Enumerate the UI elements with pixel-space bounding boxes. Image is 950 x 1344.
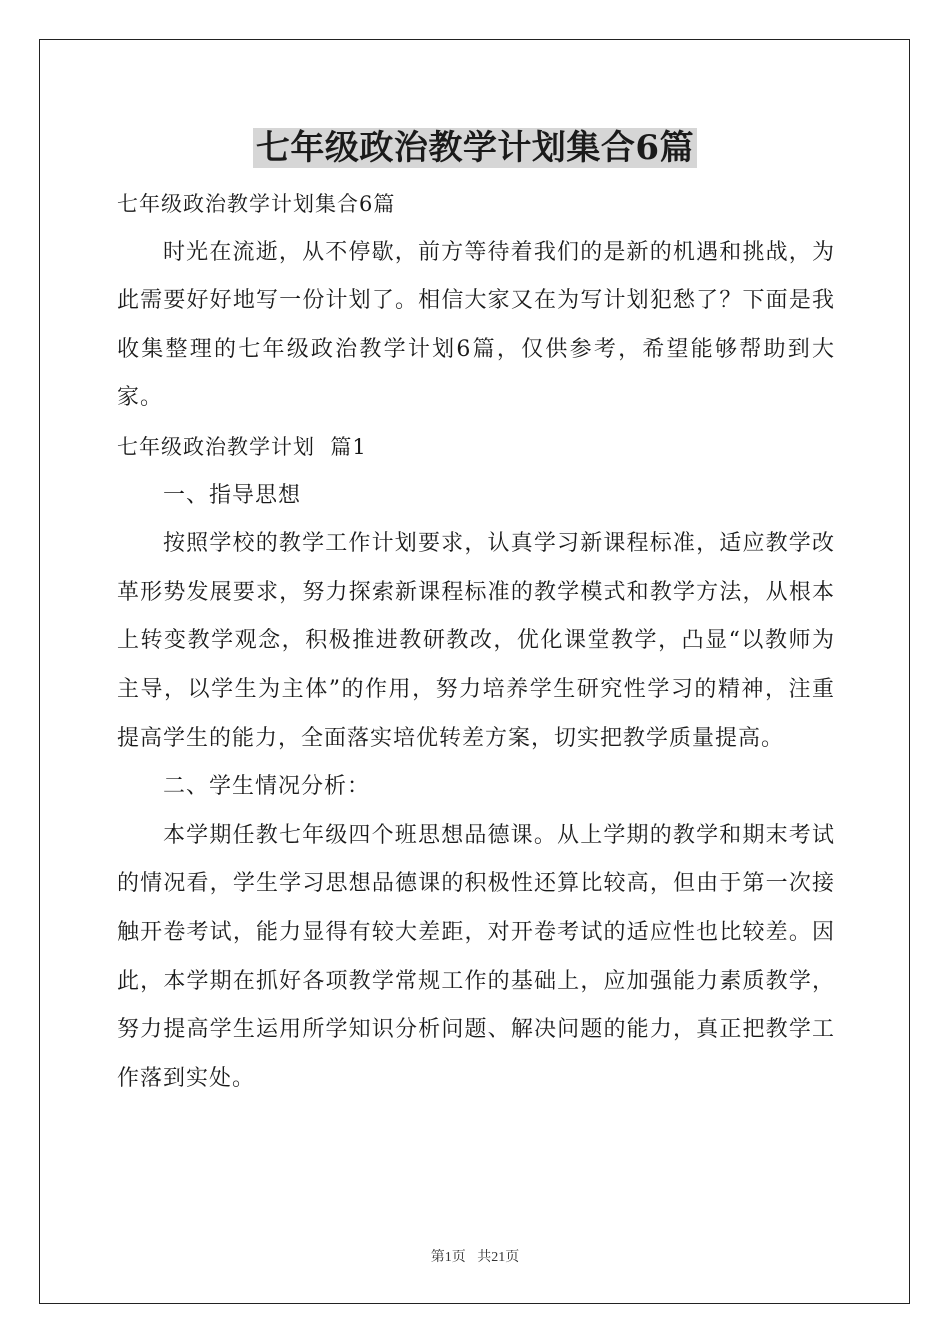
- page-number: 第1页: [430, 1250, 466, 1265]
- document-body: [117, 180, 835, 1103]
- paragraph-student-analysis: 本学期任教七年级四个班思想品德课。从上学期的教学和期末考试的情况看，学生学习思想品德课的积极性还算比较高，但由于第一次接触开卷考试，能力显得有较大差距，对开卷考试的适应性也比较差。因此，本学期在抓好各项教学常规工作的基础上，应加强能力素质教学，努力提高学生运用所学知识分析问题、解决问题的能力，真正把教学工作落到实处。: [117, 822, 835, 1091]
- intro-paragraph: 时光在流逝，从不停歇，前方等待着我们的是新的机遇和挑战，为此需要好好地写一份计划了。相信大家又在为写计划犯愁了？下面是我收集整理的七年级政治教学计划6篇，仅供参考，希望能够帮助到大家。: [117, 239, 835, 411]
- section-title: 七年级政治教学计划 篇1: [117, 434, 367, 459]
- page-footer: [0, 1246, 950, 1266]
- heading-student-analysis: 二、学生情况分析：: [163, 774, 371, 800]
- title-container: [0, 128, 950, 168]
- paragraph-guiding-ideology: 按照学校的教学工作计划要求，认真学习新课程标准，适应教学改革形势发展要求，努力探索新课程标准的教学模式和教学方法，从根本上转变教学观念，积极推进教研教改，优化课堂教学，凸显“以教师为主导，以学生为主体”的作用，努力培养学生研究性学习的精神，注重提高学生的能力，全面落实培优转差方案，切实把教学质量提高。: [117, 531, 835, 751]
- document-title: 七年级政治教学计划集合6篇: [253, 128, 697, 168]
- document-subtitle: 七年级政治教学计划集合6篇: [117, 192, 396, 216]
- page-total: 共21页: [477, 1250, 520, 1265]
- heading-guiding-ideology: 一、指导思想: [163, 482, 302, 508]
